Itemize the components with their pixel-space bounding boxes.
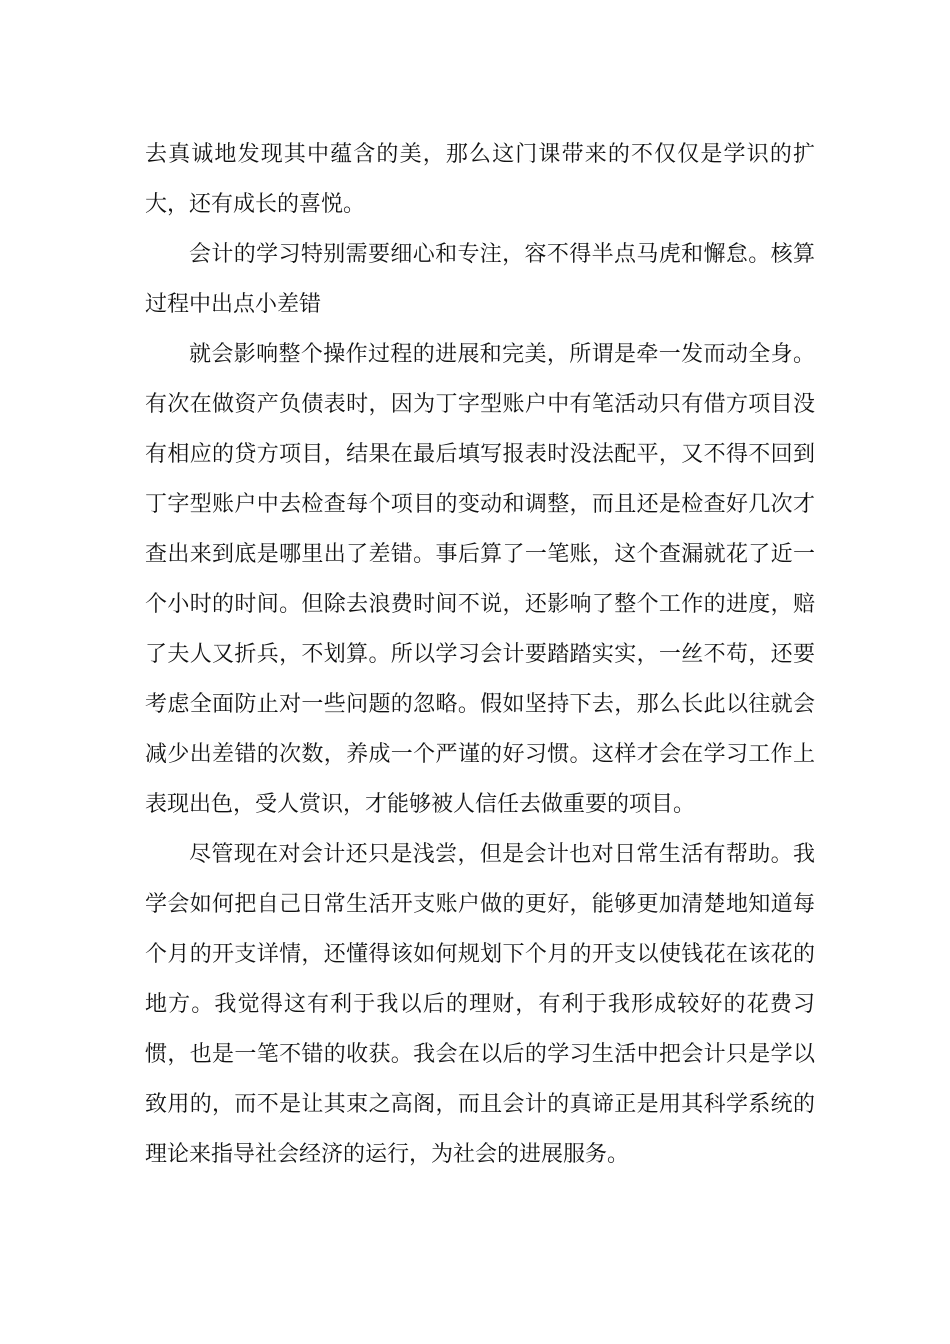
document-body <box>145 130 815 1180</box>
paragraph-2: 会计的学习特别需要细心和专注，容不得半点马虎和懈怠。核算过程中出点小差错 <box>145 242 815 317</box>
paragraph-3: 就会影响整个操作过程的进展和完美，所谓是牵一发而动全身。有次在做资产负债表时，因为丁字型账户中有笔活动只有借方项目没有相应的贷方项目，结果在最后填写报表时没法配平，又不得不回到丁字型账户中去检查每个项目的变动和调整，而且还是检查好几次才查出来到底是哪里出了差错。事后算了一笔账，这个查漏就花了近一个小时的时间。但除去浪费时间不说，还影响了整个工作的进度，赔了夫人又折兵，不划算。所以学习会计要踏踏实实，一丝不苟，还要考虑全面防止对一些问题的忽略。假如坚持下去，那么长此以往就会减少出差错的次数，养成一个严谨的好习惯。这样才会在学习工作上表现出色，受人赏识，才能够被人信任去做重要的项目。 <box>145 342 815 817</box>
paragraph-1: 去真诚地发现其中蕴含的美，那么这门课带来的不仅仅是学识的扩大，还有成长的喜悦。 <box>145 142 815 217</box>
paragraph-4: 尽管现在对会计还只是浅尝，但是会计也对日常生活有帮助。我学会如何把自己日常生活开支账户做的更好，能够更加清楚地知道每个月的开支详情，还懂得该如何规划下个月的开支以使钱花在该花的地方。我觉得这有利于我以后的理财，有利于我形成较好的花费习惯，也是一笔不错的收获。我会在以后的学习生活中把会计只是学以致用的，而不是让其束之高阁，而且会计的真谛正是用其科学系统的理论来指导社会经济的运行，为社会的进展服务。 <box>145 842 815 1167</box>
